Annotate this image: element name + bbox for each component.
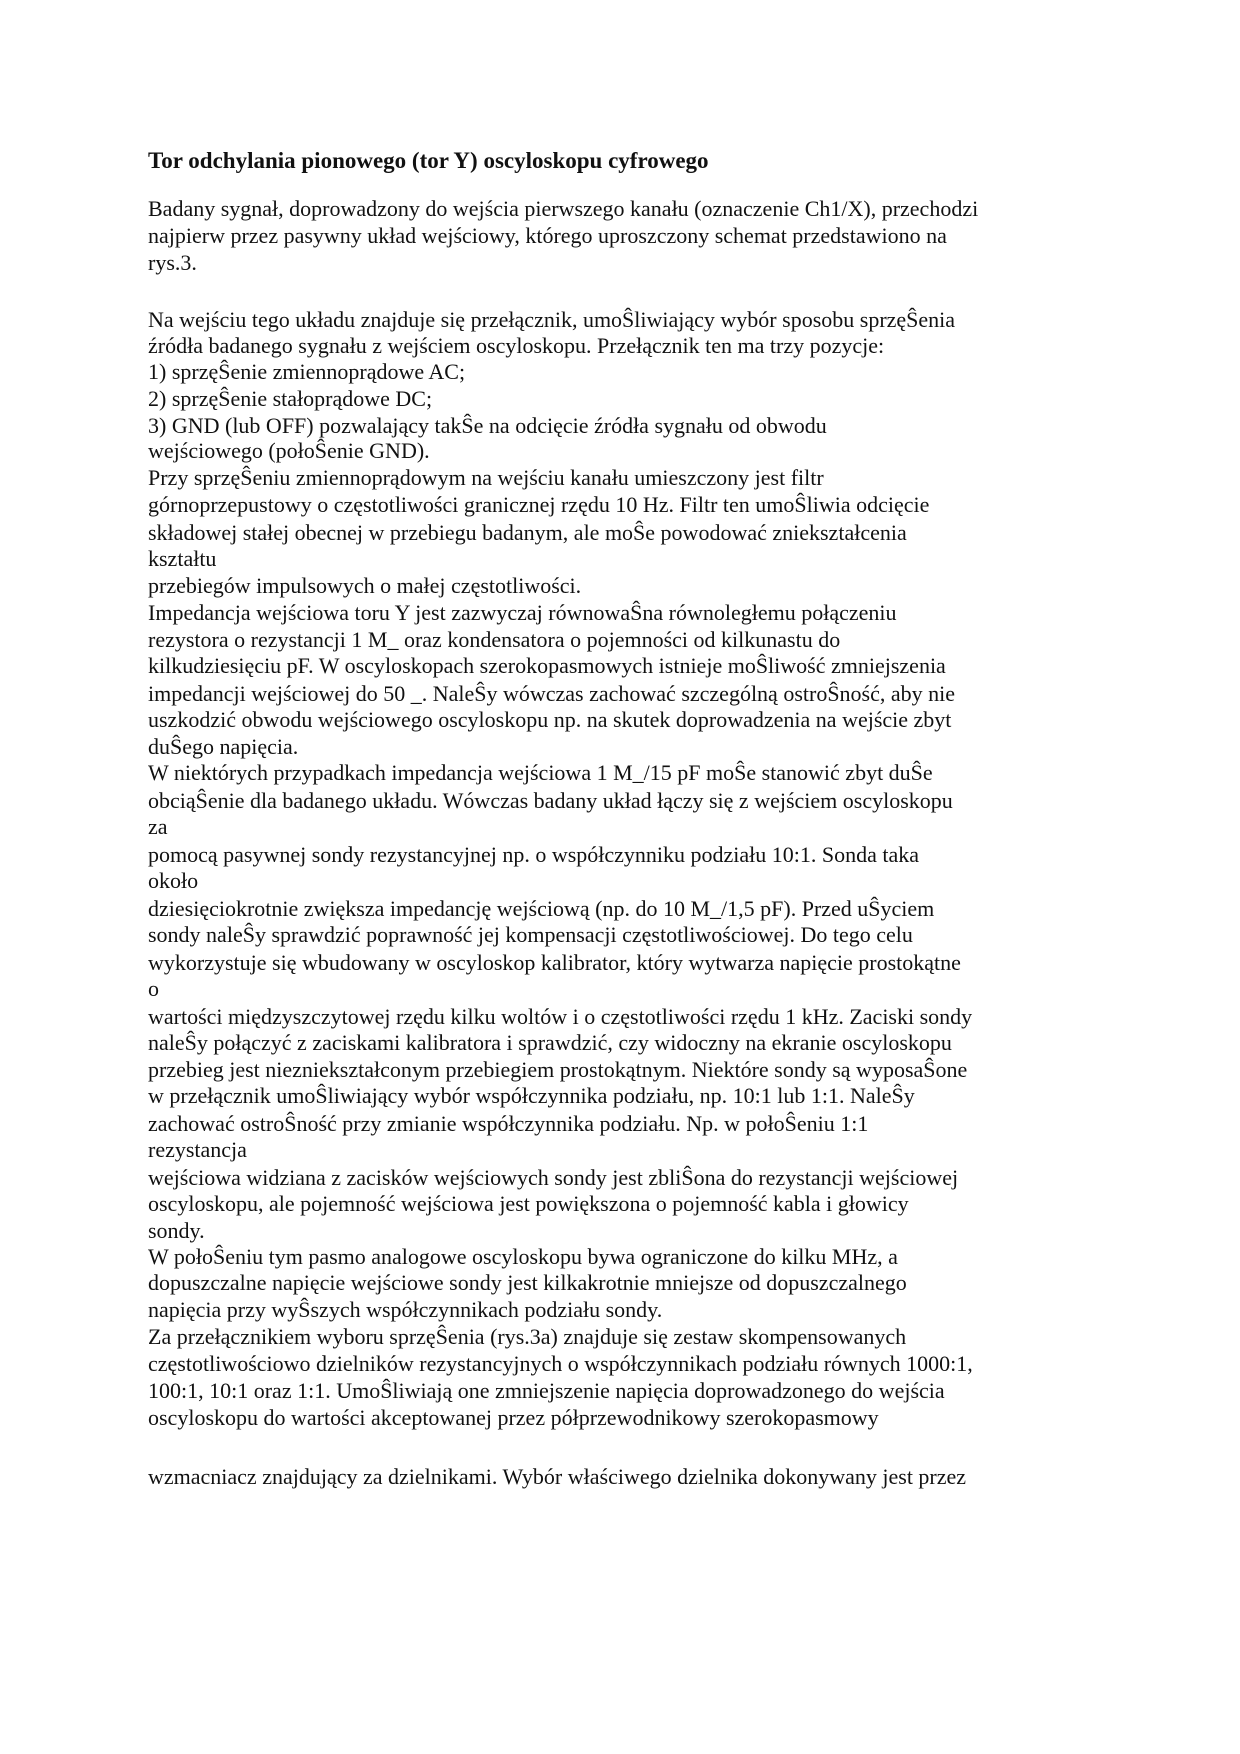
text-line: oscyloskopu, ale pojemność wejściowa jest powiększona o pojemność kabla i głowicy [148,1191,909,1216]
text-line: Przy sprzęŜeniu zmiennoprądowym na wejściu kanału umieszczony jest filtr [148,465,824,490]
text-line: składowej stałej obecnej w przebiegu badanym, ale moŜe powodować zniekształcenia [148,520,907,545]
text-line: w przełącznik umoŜliwiający wybór współczynnika podziału, np. 10:1 lub 1:1. NaleŜy [148,1083,915,1108]
text-line: dopuszczalne napięcie wejściowe sondy jest kilkakrotnie mniejsze od dopuszczalnego [148,1270,907,1295]
text-line: 3) GND (lub OFF) pozwalający takŜe na odcięcie źródła sygnału od obwodu [148,413,827,438]
text-line: pomocą pasywnej sondy rezystancyjnej np. o współczynniku podziału 10:1. Sonda taka [148,842,920,867]
text-line: W połoŜeniu tym pasmo analogowe oscyloskopu bywa ograniczone do kilku MHz, a [148,1244,898,1269]
text-line: górnoprzepustowy o częstotliwości granicznej rzędu 10 Hz. Filtr ten umoŜliwia odcięcie [148,492,930,517]
text-line: naleŜy połączyć z zaciskami kalibratora i sprawdzić, czy widoczny na ekranie oscyloskopu [148,1030,952,1055]
text-line: obciąŜenie dla badanego układu. Wówczas badany układ łączy się z wejściem oscyloskopu [148,788,953,813]
text-line: rys.3. [148,250,197,275]
text-line: przebieg jest niezniekształconym przebiegiem prostokątnym. Niektóre sondy są wyposaŜone [148,1057,968,1082]
text-line: około [148,868,199,893]
text-line: źródła badanego sygnału z wejściem oscyloskopu. Przełącznik ten ma trzy pozycje: [148,333,885,358]
text-line: o [148,976,159,1001]
text-line: W niektórych przypadkach impedancja wejściowa 1 M_/15 pF moŜe stanowić zbyt duŜe [148,760,933,785]
text-line: częstotliwościowo dzielników rezystancyjnych o współczynnikach podziału równych 1000:1, [148,1351,973,1376]
text-line: napięcia przy wyŜszych współczynnikach podziału sondy. [148,1297,663,1322]
text-line: rezystora o rezystancji 1 M_ oraz kondensatora o pojemności od kilkunastu do [148,627,841,652]
text-line: 1) sprzęŜenie zmiennoprądowe AC; [148,359,466,384]
text-line: kształtu [148,546,217,571]
text-line: Na wejściu tego układu znajduje się przełącznik, umoŜliwiający wybór sposobu sprzęŜenia [148,307,956,332]
text-line: zachować ostroŜność przy zmianie współczynnika podziału. Np. w połoŜeniu 1:1 [148,1111,869,1136]
text-line: sondy. [148,1218,205,1243]
text-line: Za przełącznikiem wyboru sprzęŜenia (rys.3a) znajduje się zestaw skompensowanych [148,1324,907,1349]
text-line: uszkodzić obwodu wejściowego oscyloskopu np. na skutek doprowadzenia na wejście zbyt [148,707,952,732]
text-line: wartości międzyszczytowej rzędu kilku woltów i o częstotliwości rzędu 1 kHz. Zaciski sondy [148,1004,973,1029]
text-line: sondy naleŜy sprawdzić poprawność jej kompensacji częstotliwościowej. Do tego celu [148,922,913,947]
text-line: Badany sygnał, doprowadzony do wejścia pierwszego kanału (oznaczenie Ch1/X), przechodzi [148,196,979,221]
text-line: impedancji wejściowej do 50 _. NaleŜy wówczas zachować szczególną ostroŜność, aby nie [148,681,956,706]
text-line: wejściowego (połoŜenie GND). [148,438,430,463]
text-line: 100:1, 10:1 oraz 1:1. UmoŜliwiają one zmniejszenie napięcia doprowadzonego do wejścia [148,1378,945,1403]
text-line: wzmacniacz znajdujący za dzielnikami. Wybór właściwego dzielnika dokonywany jest przez [148,1464,967,1489]
text-line: przebiegów impulsowych o małej częstotliwości. [148,573,582,598]
text-line: 2) sprzęŜenie stałoprądowe DC; [148,386,433,411]
text-line: oscyloskopu do wartości akceptowanej przez półprzewodnikowy szerokopasmowy [148,1405,879,1430]
text-line: rezystancja [148,1137,247,1162]
text-line: wykorzystuje się wbudowany w oscyloskop kalibrator, który wytwarza napięcie prostokątne [148,950,961,975]
text-line: za [148,814,168,839]
page-title: Tor odchylania pionowego (tor Y) oscyloskopu cyfrowego [148,148,709,173]
text-line: najpierw przez pasywny układ wejściowy, którego uproszczony schemat przedstawiono na [148,223,947,248]
text-line: dziesięciokrotnie zwiększa impedancję wejściową (np. do 10 M_/1,5 pF). Przed uŜyciem [148,896,935,921]
text-line: duŜego napięcia. [148,734,299,759]
text-line: kilkudziesięciu pF. W oscyloskopach szerokopasmowych istnieje moŜliwość zmniejszenia [148,653,946,678]
text-line: Impedancja wejściowa toru Y jest zazwyczaj równowaŜna równoległemu połączeniu [148,600,897,625]
text-line: wejściowa widziana z zacisków wejściowych sondy jest zbliŜona do rezystancji wejściowej [148,1165,959,1190]
